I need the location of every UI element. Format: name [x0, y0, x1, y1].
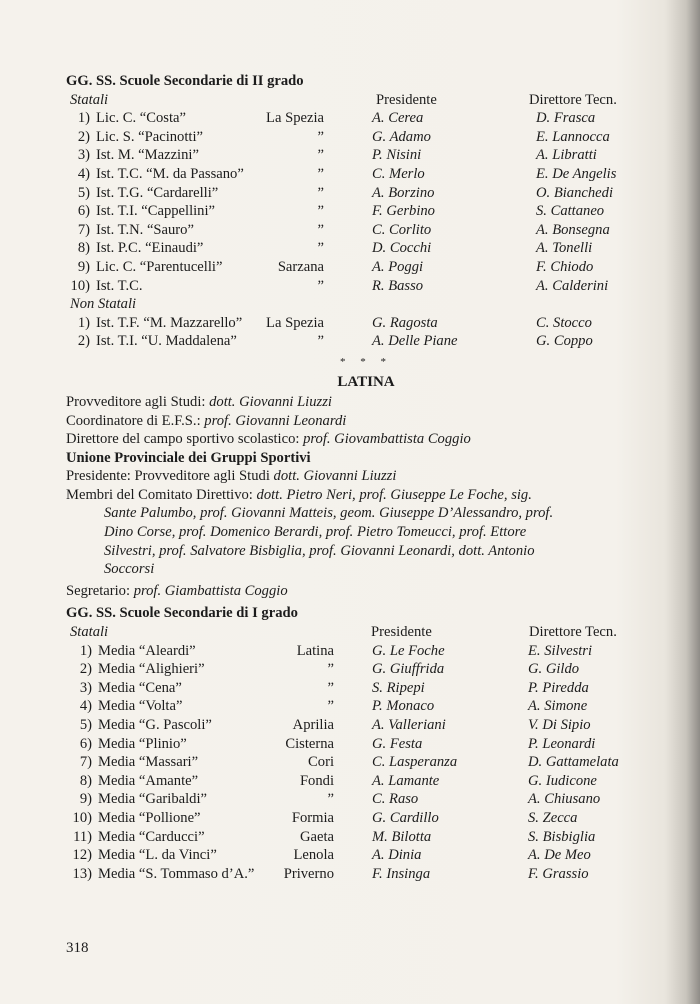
city: ”	[327, 661, 334, 678]
presidente-name: M. Bilotta	[372, 828, 432, 845]
school-name: Media “Amante”	[98, 772, 199, 789]
row-number: 8)	[77, 240, 90, 257]
direttore-name: A. Calderini	[536, 277, 609, 294]
school-name: Ist. P.C. “Einaudi”	[96, 240, 204, 257]
table-row	[66, 165, 646, 184]
direttore-name: A. Chiusano	[528, 791, 601, 808]
city: Cisterna	[285, 735, 334, 752]
school-name: Media “Pollione”	[98, 809, 201, 826]
city: ”	[317, 165, 324, 182]
presidente-name: A. Cerea	[372, 110, 424, 127]
school-name: Ist. T.C. “M. da Passano”	[96, 165, 244, 182]
direttore-name: A. De Meo	[528, 847, 591, 864]
row-number: 4)	[79, 698, 92, 715]
city: ”	[317, 147, 324, 164]
section-heading-secondary-i: GG. SS. Scuole Secondarie di I grado	[66, 605, 298, 622]
table-row	[66, 277, 646, 296]
direttore-name: G. Iudicone	[528, 772, 597, 789]
school-name: Lic. S. “Pacinotti”	[96, 128, 203, 145]
table-row	[66, 735, 646, 754]
presidente-name: C. Raso	[372, 791, 419, 808]
table-row	[66, 202, 646, 221]
membri-block: Membri del Comitato Direttivo: dott. Pietro Neri, prof. Giuseppe Le Foche, sig. Sante Palumbo, prof. Giovanni Matteis, geom. Giuseppe D’Alessandro, prof. Dino Corse, prof. Domenico Berardi, prof. Pietro Tomeucci, prof. Ettore Silvestri, prof. Salvatore Bisbiglia, prof. Giovanni Leonardi, dott. Antonio Soccorsi	[66, 486, 554, 578]
row-number: 2)	[79, 661, 92, 678]
presidente-name: F. Gerbino	[372, 203, 435, 220]
school-name: Media “Alighieri”	[98, 661, 205, 678]
la-spezia-statali-list	[66, 109, 646, 295]
presidente-name: A. Delle Piane	[372, 333, 458, 350]
city: Latina	[296, 642, 334, 659]
presidente-name: G. Festa	[372, 735, 423, 752]
row-number: 6)	[77, 203, 90, 220]
direttore-name: A. Simone	[528, 698, 588, 715]
row-number: 8)	[79, 772, 92, 789]
row-number: 1)	[79, 642, 92, 659]
table-row	[66, 865, 646, 884]
unione-heading: Unione Provinciale dei Gruppi Sportivi	[66, 449, 311, 466]
row-number: 13)	[72, 865, 92, 882]
city: Cori	[308, 754, 334, 771]
segretario-line: Segretario: prof. Giambattista Coggio	[66, 582, 288, 599]
city: Fondi	[299, 772, 334, 789]
direttore-name: F. Chiodo	[536, 258, 594, 275]
direttore-name: S. Bisbiglia	[528, 828, 596, 845]
section-separator: * * *	[340, 355, 392, 368]
row-number: 9)	[77, 258, 90, 275]
presidente-header: Presidente	[376, 91, 437, 108]
city: ”	[317, 184, 324, 201]
direttore-header-latina: Direttore Tecn.	[529, 624, 617, 641]
latina-statali-list	[66, 642, 646, 884]
table-row	[66, 332, 646, 351]
school-name: Ist. T.I. “U. Maddalena”	[96, 333, 237, 350]
presidente-header-latina: Presidente	[371, 624, 432, 641]
school-name: Media “Cena”	[98, 679, 182, 696]
row-number: 5)	[79, 717, 92, 733]
direttore-name: E. Lannocca	[536, 128, 610, 145]
row-number: 3)	[79, 679, 92, 696]
row-number: 6)	[79, 735, 92, 752]
direttore-name: A. Bonsegna	[536, 221, 610, 238]
presidente-name: A. Valleriani	[372, 717, 446, 733]
city: ”	[327, 698, 334, 715]
school-name: Lic. C. “Parentucelli”	[96, 258, 223, 275]
city: ”	[317, 277, 324, 294]
presidente-name: C. Corlito	[372, 221, 432, 238]
direttore-name: G. Coppo	[536, 333, 593, 350]
presidente-name: G. Giuffrida	[372, 661, 445, 678]
row-number: 2)	[77, 333, 90, 350]
presidente-name: S. Ripepi	[372, 679, 425, 696]
table-row	[66, 716, 646, 735]
presidente-name: D. Cocchi	[372, 240, 432, 257]
table-row	[66, 809, 646, 828]
city: La Spezia	[266, 110, 324, 127]
non-statali-label: Non Statali	[70, 296, 137, 313]
direttore-name: C. Stocco	[536, 314, 592, 331]
school-name: Media “Plinio”	[98, 735, 187, 752]
row-number: 10)	[72, 809, 92, 826]
row-number: 10)	[70, 277, 90, 294]
direttore-name: G. Gildo	[528, 661, 580, 678]
direttore-name: D. Frasca	[536, 110, 596, 127]
presidente-name: C. Merlo	[372, 165, 425, 182]
table-row	[66, 828, 646, 847]
direttore-campo-line: Direttore del campo sportivo scolastico: prof. Giovambattista Coggio	[66, 431, 471, 448]
table-row	[66, 846, 646, 865]
school-name: Media “Massari”	[98, 754, 199, 771]
presidente-name: P. Monaco	[372, 698, 435, 715]
direttore-name: A. Libratti	[536, 147, 597, 164]
school-name: Ist. T.I. “Cappellini”	[96, 203, 216, 220]
city: ”	[327, 791, 334, 808]
table-row	[66, 697, 646, 716]
row-number: 5)	[77, 184, 90, 201]
school-name: Media “S. Tommaso d’A.”	[98, 865, 255, 882]
table-row	[66, 146, 646, 165]
school-name: Ist. T.C.	[96, 277, 143, 294]
row-number: 9)	[79, 791, 92, 808]
table-row	[66, 314, 646, 333]
table-row	[66, 221, 646, 240]
page-content	[66, 72, 646, 883]
table-row	[66, 128, 646, 147]
row-number: 7)	[79, 754, 92, 771]
presidente-name: R. Basso	[372, 277, 424, 294]
direttore-name: P. Piredda	[528, 679, 589, 696]
city: ”	[317, 203, 324, 220]
direttore-name: S. Cattaneo	[536, 203, 605, 220]
city: ”	[317, 240, 324, 257]
presidente-name: F. Insinga	[372, 865, 431, 882]
statali-label-latina: Statali	[70, 624, 109, 641]
table-row	[66, 239, 646, 258]
table-row	[66, 660, 646, 679]
coordinatore-line: Coordinatore di E.F.S.: prof. Giovanni Leonardi	[66, 412, 347, 429]
latina-title: LATINA	[337, 373, 395, 390]
school-name: Media “Volta”	[98, 698, 183, 715]
city: Sarzana	[277, 258, 324, 275]
city: ”	[317, 333, 324, 350]
table-row	[66, 642, 646, 661]
row-number: 1)	[77, 110, 90, 127]
row-number: 4)	[77, 165, 90, 182]
presidente-name: G. Adamo	[372, 128, 431, 145]
row-number: 2)	[77, 128, 90, 145]
city: Gaeta	[299, 828, 334, 845]
school-name: Media “Carducci”	[98, 828, 205, 845]
school-name: Media “L. da Vinci”	[98, 847, 217, 864]
table-row	[66, 772, 646, 791]
presidente-name: G. Cardillo	[372, 809, 439, 826]
direttore-name: E. Silvestri	[528, 642, 593, 659]
section-heading-secondary-ii: GG. SS. Scuole Secondarie di II grado	[66, 73, 304, 89]
table-row	[66, 790, 646, 809]
school-name: Ist. T.N. “Sauro”	[96, 221, 194, 238]
presidente-line: Presidente: Provveditore agli Studi dott. Giovanni Liuzzi	[66, 468, 397, 485]
presidente-name: A. Poggi	[372, 258, 424, 275]
presidente-name: A. Dinia	[372, 847, 422, 864]
row-number: 11)	[73, 828, 92, 845]
direttore-name: D. Gattamelata	[528, 754, 619, 771]
direttore-name: F. Grassio	[528, 865, 589, 882]
row-number: 1)	[77, 314, 90, 331]
city: Lenola	[293, 847, 334, 864]
provveditore-line: Provveditore agli Studi: dott. Giovanni Liuzzi	[66, 393, 332, 410]
direttore-header: Direttore Tecn.	[529, 91, 617, 108]
school-name: Ist. T.F. “M. Mazzarello”	[96, 314, 243, 331]
direttore-name: E. De Angelis	[536, 165, 617, 182]
row-number: 7)	[77, 221, 90, 238]
city: ”	[317, 128, 324, 145]
direttore-name: A. Tonelli	[536, 240, 593, 257]
table-row	[66, 753, 646, 772]
direttore-name: O. Bianchedi	[536, 184, 614, 201]
city: ”	[327, 679, 334, 696]
presidente-name: A. Borzino	[372, 184, 435, 201]
city: Formia	[291, 809, 334, 826]
presidente-name: G. Le Foche	[372, 642, 445, 659]
direttore-name: P. Leonardi	[528, 735, 596, 752]
row-number: 12)	[72, 847, 92, 864]
table-row	[66, 184, 646, 203]
school-name: Media “Aleardi”	[98, 642, 196, 659]
school-name: Lic. C. “Costa”	[96, 110, 186, 127]
city: La Spezia	[266, 314, 324, 331]
table-row	[66, 109, 646, 128]
presidente-name: P. Nisini	[372, 147, 422, 164]
row-number: 3)	[77, 147, 90, 164]
school-name: Ist. M. “Mazzini”	[96, 147, 199, 164]
school-name: Media “Garibaldi”	[98, 791, 207, 808]
city: Aprilia	[292, 717, 334, 733]
city: Priverno	[283, 865, 334, 882]
city: ”	[317, 221, 324, 238]
la-spezia-non-statali-list	[66, 314, 646, 351]
page-number: 318	[66, 940, 89, 956]
statali-label: Statali	[70, 91, 109, 108]
table-row	[66, 258, 646, 277]
presidente-name: A. Lamante	[372, 772, 440, 789]
school-name: Ist. T.G. “Cardarelli”	[96, 184, 219, 201]
school-name: Media “G. Pascoli”	[98, 717, 212, 733]
direttore-name: S. Zecca	[528, 809, 578, 826]
table-row	[66, 679, 646, 698]
presidente-name: G. Ragosta	[372, 314, 438, 331]
presidente-name: C. Lasperanza	[372, 754, 458, 771]
direttore-name: V. Di Sipio	[528, 717, 591, 733]
